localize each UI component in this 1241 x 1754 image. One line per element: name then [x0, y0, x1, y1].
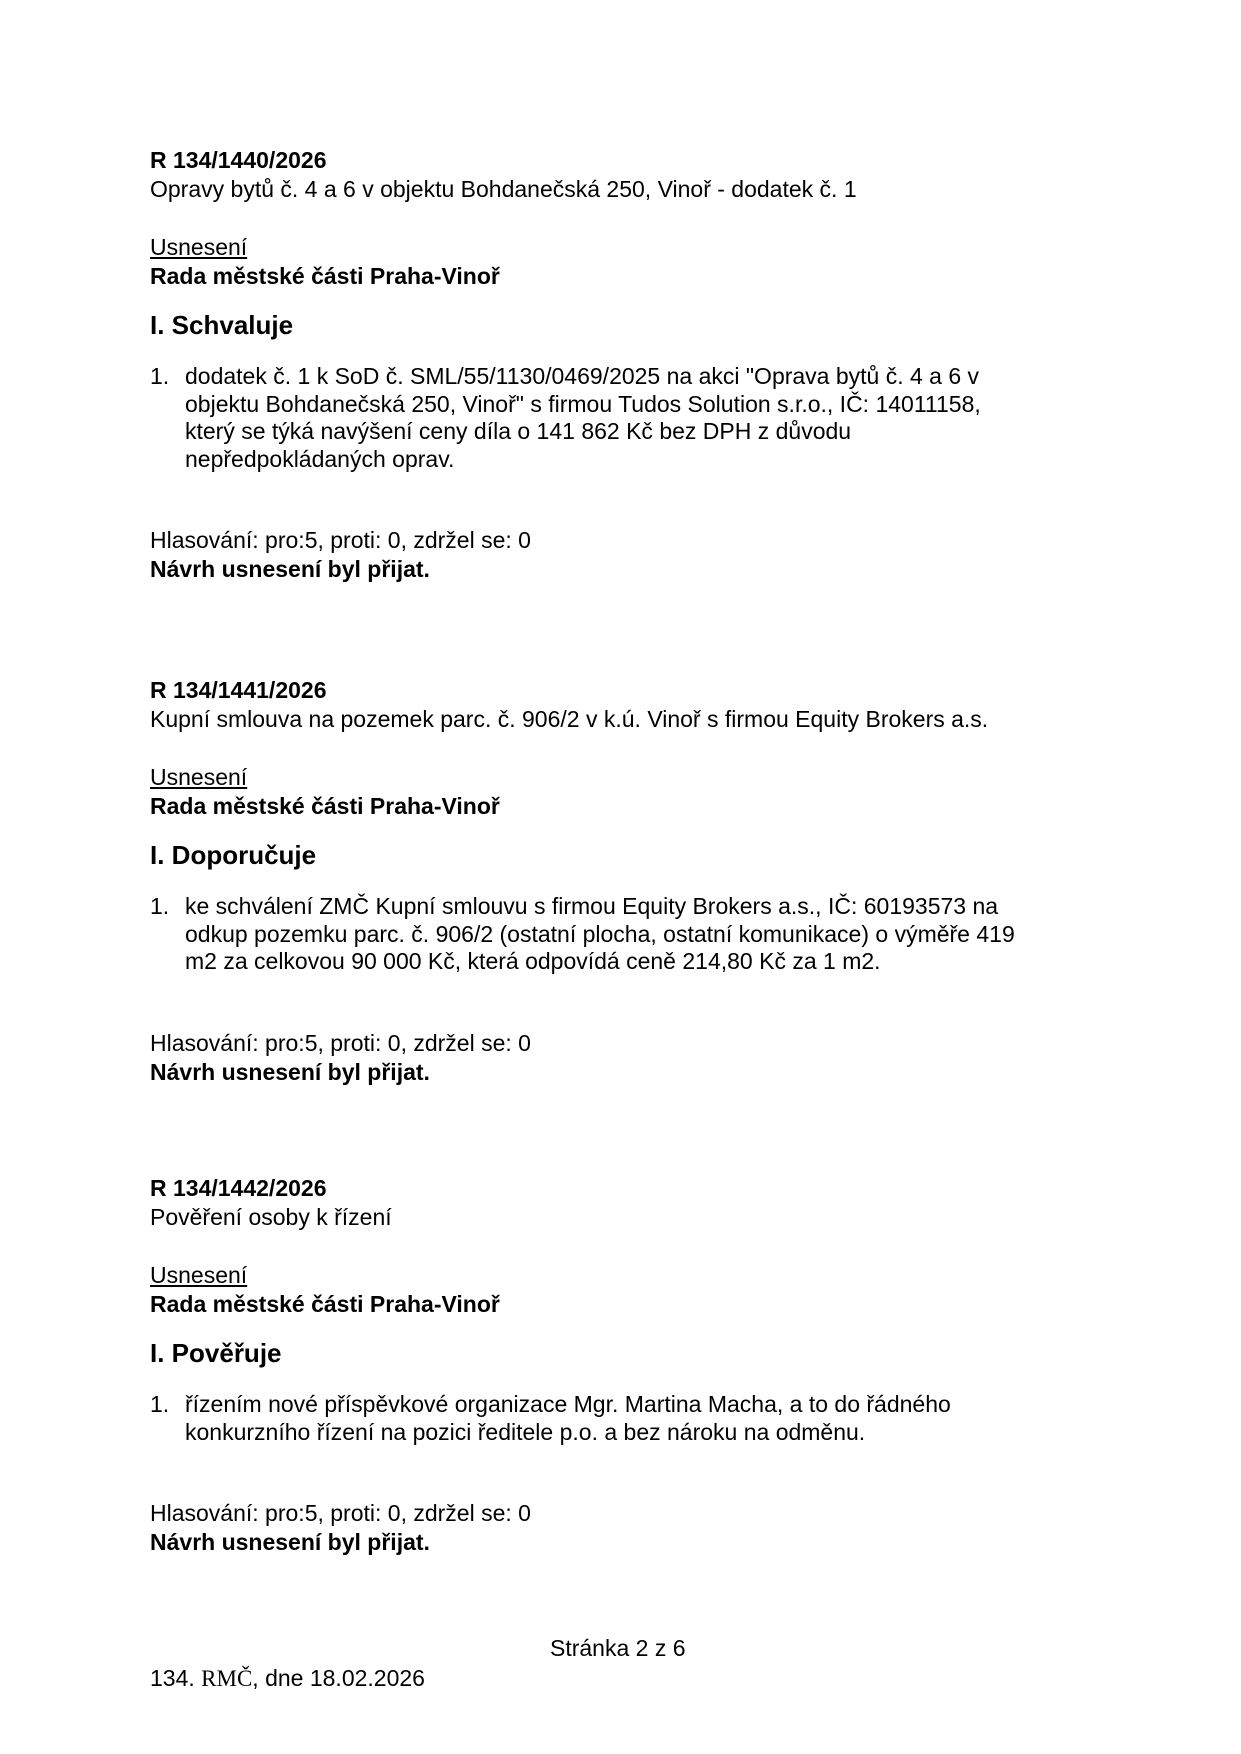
list-item	[150, 363, 1110, 473]
vote-result: Hlasování: pro:5, proti: 0, zdržel se: 0	[150, 527, 531, 553]
resolution-title: Pověření osoby k řízení	[150, 1204, 392, 1230]
resolution-title: Opravy bytů č. 4 a 6 v objektu Bohdanečská 250, Vinoř - dodatek č. 1	[150, 176, 857, 202]
resolution-title: Kupní smlouva na pozemek parc. č. 906/2 v k.ú. Vinoř s firmou Equity Brokers a.s.	[150, 706, 989, 732]
item-line: řízením nové příspěvkové organizace Mgr. Martina Macha, a to do řádného	[185, 1391, 951, 1417]
action-heading: I. Schvaluje	[150, 310, 294, 340]
resolution-outcome: Návrh usnesení byl přijat.	[150, 556, 430, 582]
resolution-outcome: Návrh usnesení byl přijat.	[150, 1529, 430, 1555]
item-line: dodatek č. 1 k SoD č. SML/55/1130/0469/2025 na akci "Oprava bytů č. 4 a 6 v	[185, 363, 980, 389]
resolution-1	[150, 146, 1110, 584]
meeting-suffix: , dne 18.02.2026	[252, 1665, 425, 1691]
council-name: Rada městské části Praha-Vinoř	[150, 793, 500, 819]
resolution-number: R 134/1442/2026	[150, 1175, 327, 1201]
resolution-3	[150, 1174, 1110, 1557]
item-line: m2 za celkovou 90 000 Kč, která odpovídá ceně 214,80 Kč za 1 m2.	[185, 948, 881, 974]
list-item	[150, 893, 1110, 976]
item-number: 1.	[150, 363, 170, 389]
resolution-2	[150, 676, 1110, 1087]
page-number: Stránka 2 z 6	[550, 1635, 686, 1661]
item-line: objektu Bohdanečská 250, Vinoř" s firmou Tudos Solution s.r.o., IČ: 14011158,	[185, 390, 981, 417]
list-item	[150, 1391, 1110, 1446]
meeting-date	[150, 1664, 425, 1693]
council-name: Rada městské části Praha-Vinoř	[150, 1291, 500, 1317]
item-line: nepředpokládaných oprav.	[185, 445, 455, 472]
usneseni-label: Usnesení	[150, 1262, 248, 1288]
action-heading: I. Doporučuje	[150, 840, 317, 870]
resolution-number: R 134/1441/2026	[150, 677, 327, 703]
item-line: odkup pozemku parc. č. 906/2 (ostatní plocha, ostatní komunikace) o výměře 419	[185, 920, 1015, 947]
item-line: konkurzního řízení na pozici ředitele p.o. a bez nároku na odměnu.	[185, 1418, 866, 1445]
item-line: ke schválení ZMČ Kupní smlouvu s firmou Equity Brokers a.s., IČ: 60193573 na	[185, 893, 999, 919]
resolution-number: R 134/1440/2026	[150, 147, 327, 173]
meeting-abbreviation: RMČ	[201, 1666, 253, 1691]
item-number: 1.	[150, 893, 170, 919]
usneseni-label: Usnesení	[150, 234, 248, 260]
item-number: 1.	[150, 1391, 170, 1417]
resolution-outcome: Návrh usnesení byl přijat.	[150, 1058, 430, 1085]
vote-result: Hlasování: pro:5, proti: 0, zdržel se: 0	[150, 1500, 531, 1526]
council-name: Rada městské části Praha-Vinoř	[150, 263, 500, 289]
vote-result: Hlasování: pro:5, proti: 0, zdržel se: 0	[150, 1029, 531, 1056]
item-line: který se týká navýšení ceny díla o 141 862 Kč bez DPH z důvodu	[185, 418, 852, 444]
action-heading: I. Pověřuje	[150, 1338, 282, 1368]
usneseni-label: Usnesení	[150, 764, 248, 790]
meeting-prefix: 134.	[150, 1665, 202, 1691]
